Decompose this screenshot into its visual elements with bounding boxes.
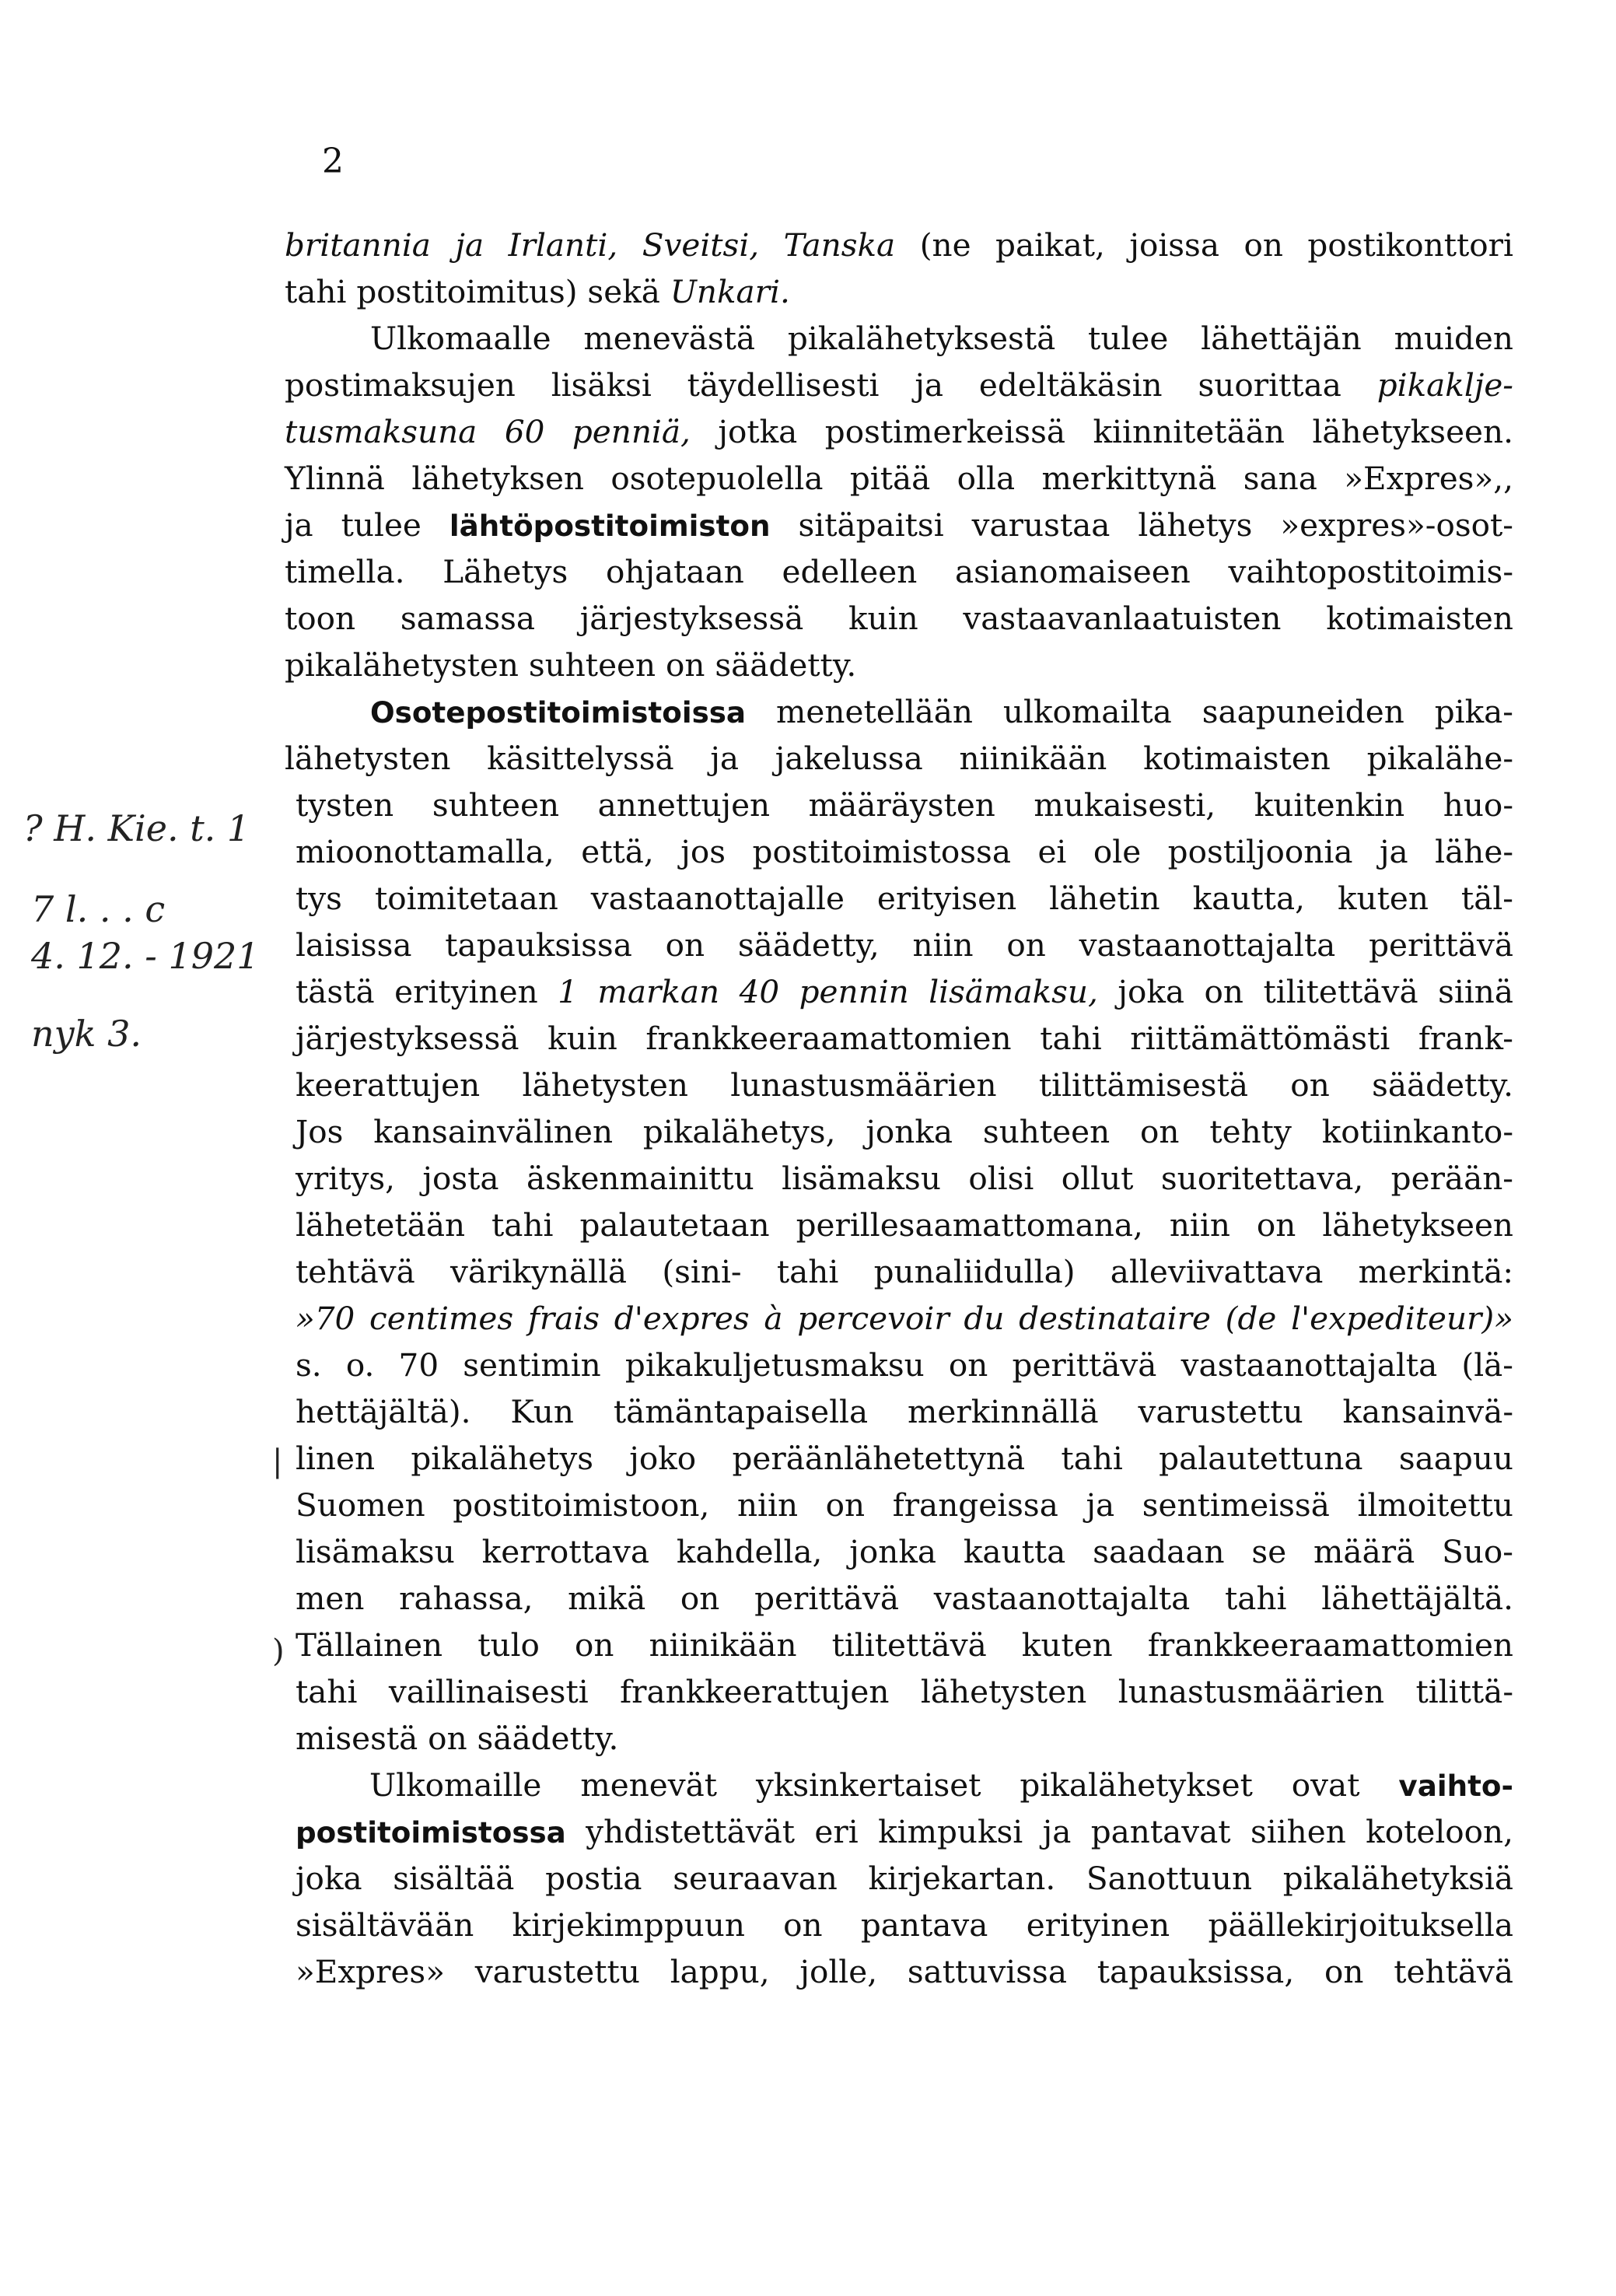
text-line: tahi postitoimitus) sekä Unkari. xyxy=(285,273,790,310)
text-line: s. o. 70 sentimin pikakuljetusmaksu on perittävä vastaanottajalta (lä- xyxy=(296,1346,1513,1384)
margin-bracket-mark: | xyxy=(272,1444,283,1479)
page-number: 2 xyxy=(322,142,344,181)
text-line: mioonottamalla, että, jos postitoimistossa ei ole postiljoonia ja lähe- xyxy=(296,833,1513,870)
text-line: tysten suhteen annettujen määräysten mukaisesti, kuitenkin huo- xyxy=(296,786,1513,824)
text-line: linen pikalähetys joko peräänlähetettynä tahi palautettuna saapuu xyxy=(296,1440,1513,1477)
text-line: tahi vaillinaisesti frankkeerattujen lähetysten lunastusmäärien tilittä- xyxy=(296,1673,1513,1710)
margin-note: 4. 12. - 1921 xyxy=(31,935,260,977)
text-line: hettäjältä). Kun tämäntapaisella merkinnällä varustettu kansainvä- xyxy=(296,1393,1513,1430)
margin-note: 7 l. . . c xyxy=(31,888,166,930)
text-line: Suomen postitoimistoon, niin on frangeissa ja sentimeissä ilmoitettu xyxy=(296,1486,1513,1524)
margin-bracket-mark: ) xyxy=(272,1633,285,1669)
text-line: misestä on säädetty. xyxy=(296,1720,619,1757)
text-line: laisissa tapauksissa on säädetty, niin on vastaanottajalta perittävä xyxy=(296,926,1513,964)
text-line: toon samassa järjestyksessä kuin vastaavanlaatuisten kotimaisten xyxy=(285,600,1513,637)
text-line: timella. Lähetys ohjataan edelleen asianomaiseen vaihtopostitoimis- xyxy=(285,553,1513,590)
margin-note: ? H. Kie. t. 1 xyxy=(23,807,250,849)
text-line: ja tulee lähtöpostitoimiston sitäpaitsi varustaa lähetys »expres»-osot- xyxy=(285,506,1513,544)
text-line: lähetysten käsittelyssä ja jakelussa niinikään kotimaisten pikalähe- xyxy=(285,740,1513,777)
text-line: pikalähetysten suhteen on säädetty. xyxy=(285,646,857,684)
text-line: Osotepostitoimistoissa menetellään ulkomailta saapuneiden pika- xyxy=(370,693,1513,730)
text-line: Tällainen tulo on niinikään tilitettävä kuten frankkeeraamattomien xyxy=(296,1626,1513,1664)
text-line: Ylinnä lähetyksen osotepuolella pitää olla merkittynä sana »Expres»,, xyxy=(285,460,1513,497)
text-line: postitoimistossa yhdistettävät eri kimpuksi ja pantavat siihen koteloon, xyxy=(296,1813,1513,1850)
text-line: tehtävä värikynällä (sini- tahi punaliidulla) alleviivattava merkintä: xyxy=(296,1253,1513,1290)
text-line: keerattujen lähetysten lunastusmäärien tilittämisestä on säädetty. xyxy=(296,1066,1513,1104)
text-line: britannia ja Irlanti, Sveitsi, Tanska (ne paikat, joissa on postikonttori xyxy=(285,226,1513,264)
text-line: men rahassa, mikä on perittävä vastaanottajalta tahi lähettäjältä. xyxy=(296,1580,1513,1617)
text-line: »Expres» varustettu lappu, jolle, sattuvissa tapauksissa, on tehtävä xyxy=(296,1953,1513,1990)
text-line: yritys, josta äskenmainittu lisämaksu olisi ollut suoritettava, perään- xyxy=(296,1160,1513,1197)
text-line: lisämaksu kerrottava kahdella, jonka kautta saadaan se määrä Suo- xyxy=(296,1533,1513,1570)
text-line: järjestyksessä kuin frankkeeraamattomien tahi riittämättömästi frank- xyxy=(296,1020,1513,1057)
text-line: lähetetään tahi palautetaan perillesaamattomana, niin on lähetykseen xyxy=(296,1206,1513,1244)
margin-note: nyk 3. xyxy=(31,1013,142,1055)
text-line: joka sisältää postia seuraavan kirjekartan. Sanottuun pikalähetyksiä xyxy=(296,1860,1513,1897)
text-line: sisältävään kirjekimppuun on pantava erityinen päällekirjoituksella xyxy=(296,1906,1513,1944)
text-line: tusmaksuna 60 penniä, jotka postimerkeissä kiinnitetään lähetykseen. xyxy=(285,413,1513,450)
text-line: Ulkomaille menevät yksinkertaiset pikalähetykset ovat vaihto- xyxy=(369,1766,1513,1804)
text-line: »70 centimes frais d'expres à percevoir du destinataire (de l'expediteur)» xyxy=(296,1300,1513,1337)
text-line: postimaksujen lisäksi täydellisesti ja edeltäkäsin suorittaa pikaklje- xyxy=(285,366,1513,404)
text-line: tys toimitetaan vastaanottajalle erityisen lähetin kautta, kuten täl- xyxy=(296,880,1513,917)
text-line: Ulkomaalle menevästä pikalähetyksestä tulee lähettäjän muiden xyxy=(370,320,1513,357)
text-line: Jos kansainvälinen pikalähetys, jonka suhteen on tehty kotiinkanto- xyxy=(296,1113,1513,1150)
text-line: tästä erityinen 1 markan 40 pennin lisämaksu, joka on tilitettävä siinä xyxy=(296,973,1514,1010)
